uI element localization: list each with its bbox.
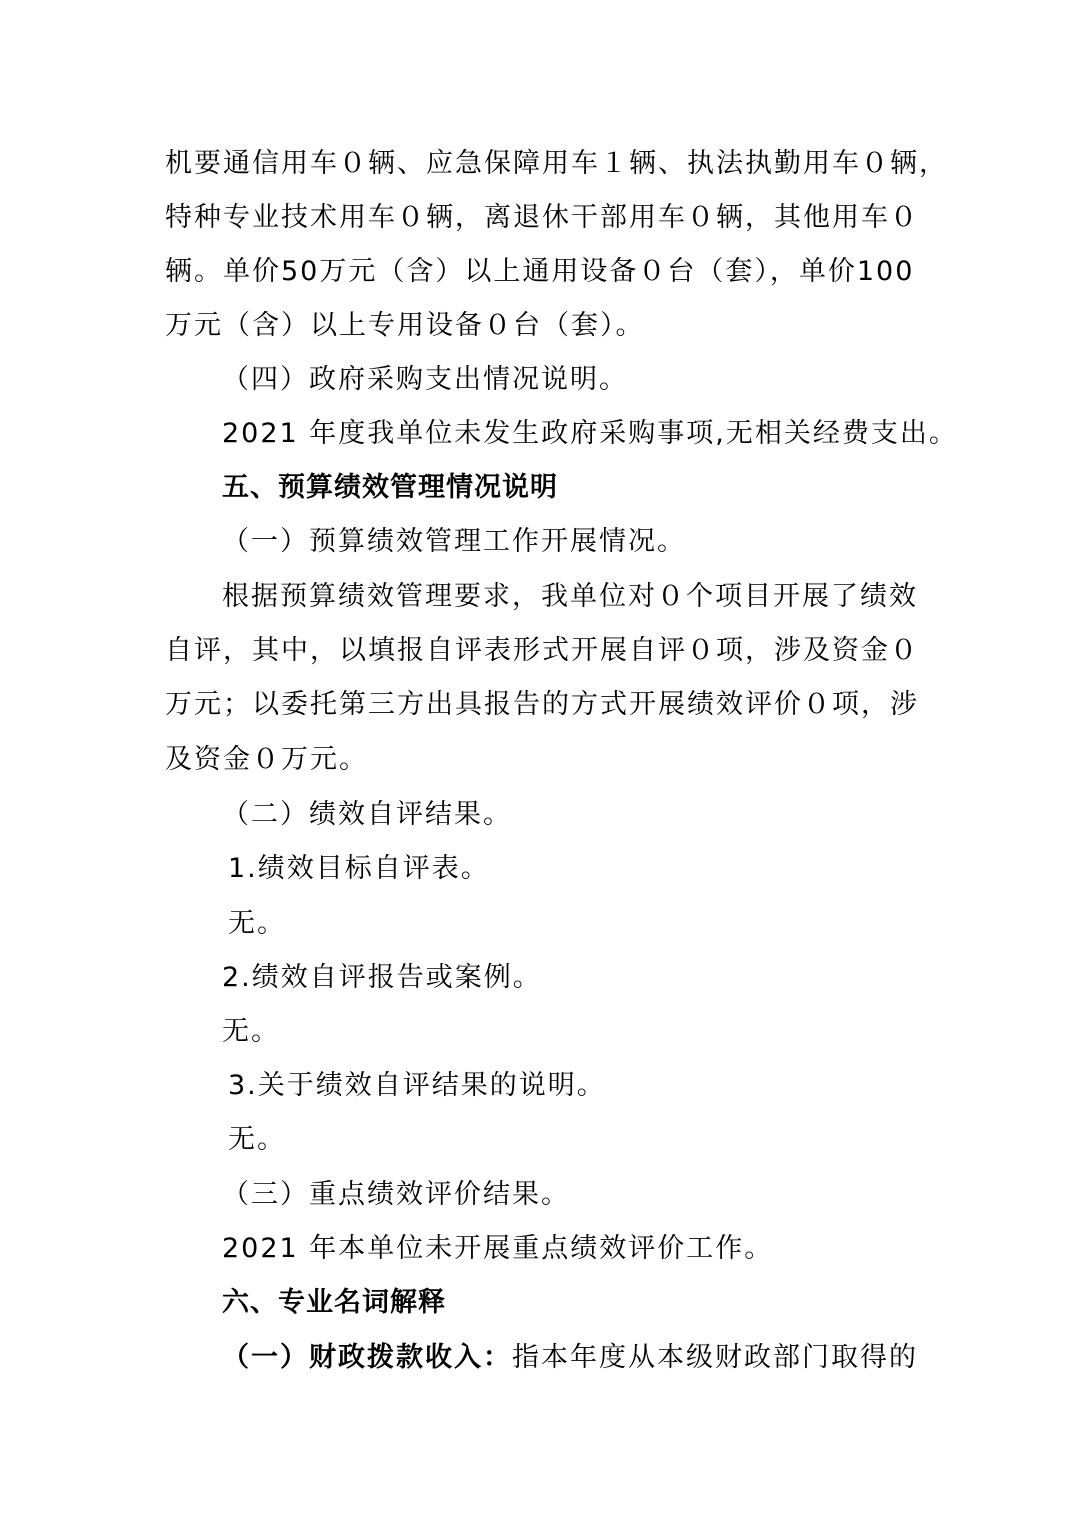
section-heading: 五、预算绩效管理情况说明	[222, 472, 558, 503]
paragraph-line: 万元；以委托第三方出具报告的方式开展绩效评价０项，涉	[165, 689, 919, 720]
list-item-heading: 2.绩效自评报告或案例。	[222, 962, 542, 993]
subsection-heading: （一）预算绩效管理工作开展情况。	[222, 526, 686, 557]
paragraph-line: 2021 年本单位未开展重点绩效评价工作。	[222, 1233, 774, 1264]
subsection-heading: （三）重点绩效评价结果。	[222, 1179, 570, 1210]
paragraph-line: 特种专业技术用车０辆，离退休干部用车０辆，其他用车０	[165, 202, 919, 233]
section-heading: 六、专业名词解释	[222, 1287, 446, 1318]
paragraph-line: 2021 年度我单位未发生政府采购事项,无相关经费支出。	[222, 418, 958, 449]
paragraph-line: 根据预算绩效管理要求，我单位对０个项目开展了绩效	[222, 581, 918, 612]
paragraph-line: 及资金０万元。	[165, 744, 368, 775]
list-item-text: 无。	[228, 1124, 286, 1155]
definition-line	[222, 1338, 918, 1378]
list-item-text: 无。	[228, 908, 286, 939]
paragraph-line: 机要通信用车０辆、应急保障用车１辆、执法执勤用车０辆，	[165, 148, 948, 179]
list-item-heading: 1.绩效目标自评表。	[228, 853, 490, 884]
paragraph-line: 万元（含）以上专用设备０台（套）。	[165, 310, 645, 341]
list-item-text: 无。	[222, 1016, 280, 1047]
subsection-heading: （二）绩效自评结果。	[222, 799, 512, 830]
paragraph-line: 辆。单价50万元（含）以上通用设备０台（套），单价100	[165, 256, 915, 287]
term-label: （一）财政拨款收入：	[222, 1342, 512, 1373]
subsection-heading: （四）政府采购支出情况说明。	[222, 364, 628, 395]
term-definition: 指本年度从本级财政部门取得的	[512, 1342, 918, 1373]
paragraph-line: 自评，其中，以填报自评表形式开展自评０项，涉及资金０	[165, 635, 919, 666]
list-item-heading: 3.关于绩效自评结果的说明。	[228, 1070, 606, 1101]
